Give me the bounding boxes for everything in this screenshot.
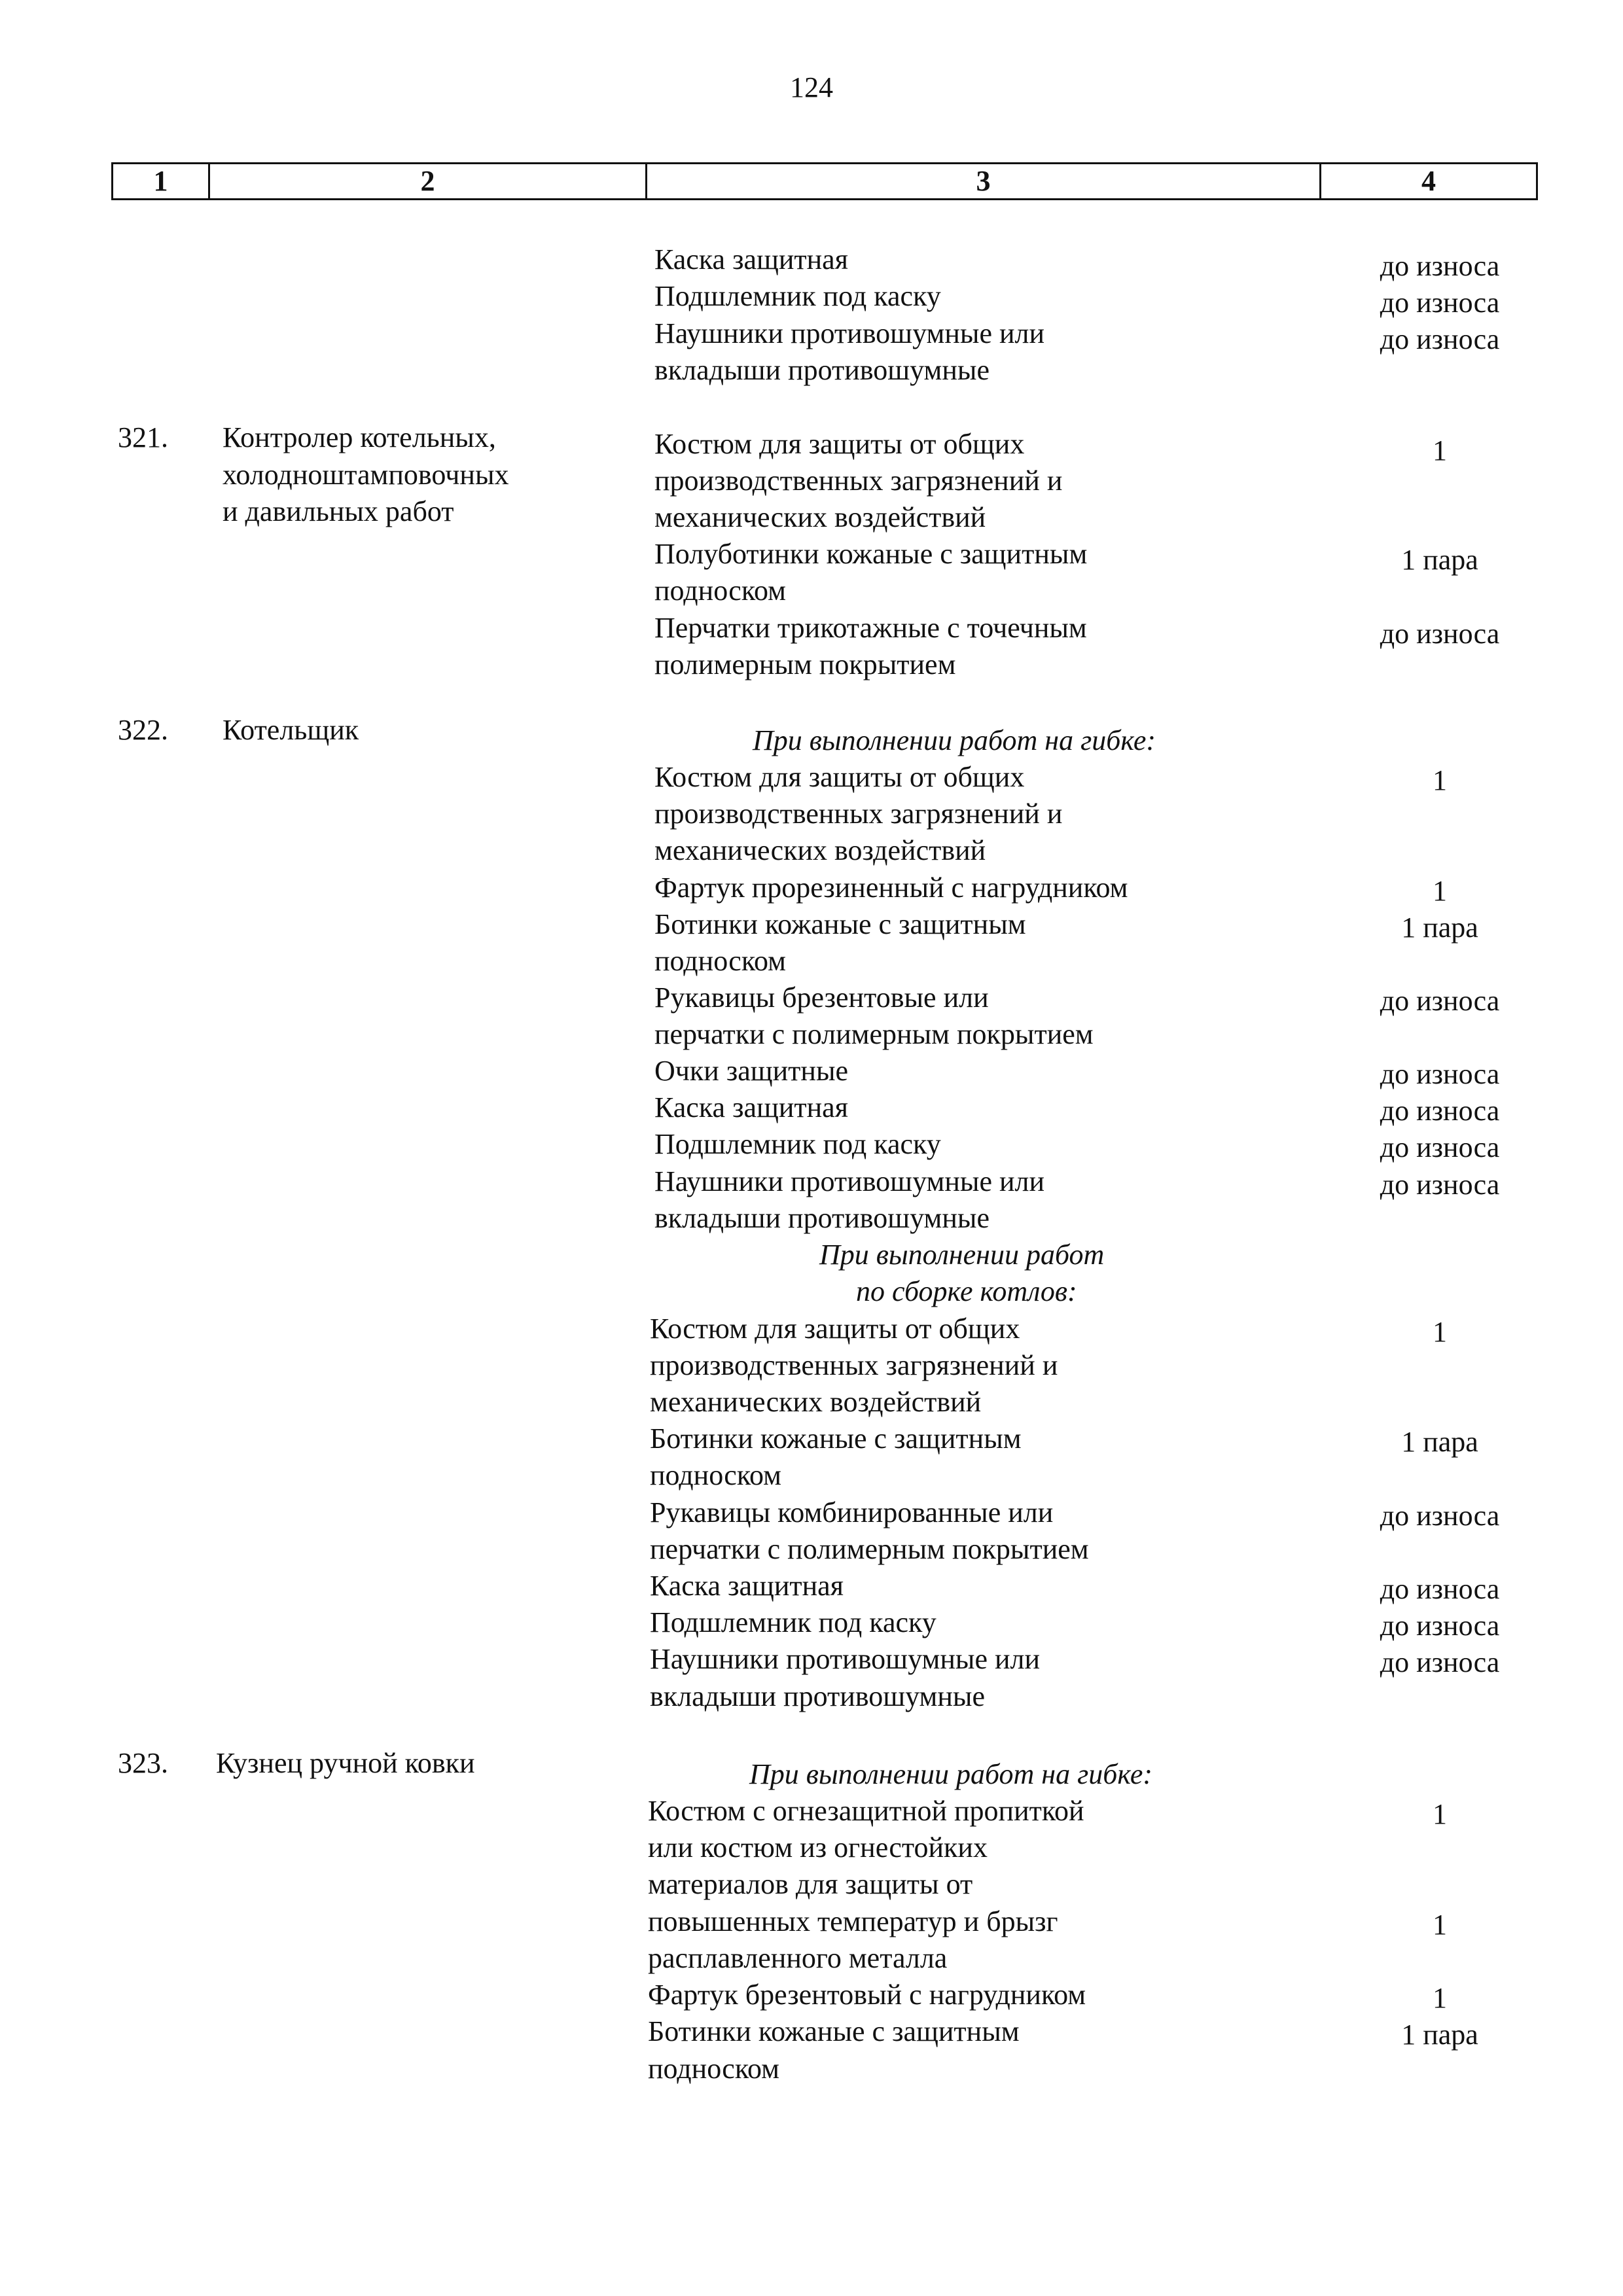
quantity: 1 <box>1433 1982 1447 2014</box>
item-line: подноском <box>650 1459 781 1491</box>
page-number: 124 <box>790 71 833 103</box>
item-line: подноском <box>654 574 786 607</box>
item-line: Ботинки кожаные с защитным <box>650 1422 1022 1455</box>
item-line: Подшлемник под каску <box>650 1606 936 1638</box>
occupation-name: Кузнец ручной ковки <box>216 1747 475 1779</box>
section-heading: по сборке котлов: <box>856 1275 1077 1307</box>
item-line: подноском <box>648 2053 779 2085</box>
item-line: Ботинки кожаные с защитным <box>654 908 1026 940</box>
item-line: материалов для защиты от <box>648 1868 973 1900</box>
item-line: механических воздействий <box>650 1386 982 1418</box>
quantity: 1 <box>1433 1316 1447 1348</box>
item-line: Костюм с огнезащитной пропиткой <box>648 1795 1084 1827</box>
occupation-name: и давильных работ <box>223 495 454 527</box>
item-line: механических воздействий <box>654 834 986 866</box>
quantity: 1 <box>1433 764 1447 796</box>
item-line: Фартук брезентовый с нагрудником <box>648 1979 1086 2011</box>
section-heading: При выполнении работ <box>819 1239 1105 1271</box>
quantity: 1 пара <box>1401 544 1478 576</box>
occupation-name: холодноштамповочных <box>223 459 509 491</box>
item-line: Фартук прорезиненный с нагрудником <box>654 872 1128 904</box>
entry-number: 323. <box>118 1747 168 1779</box>
item-line: Каска защитная <box>654 243 848 275</box>
header-col-3: 3 <box>647 164 1321 198</box>
item-line: Рукавицы комбинированные или <box>650 1496 1054 1528</box>
quantity: 1 <box>1433 434 1447 467</box>
item-line: повышенных температур и брызг <box>648 1905 1058 1937</box>
quantity: до износа <box>1380 1646 1500 1678</box>
header-col-4: 4 <box>1421 165 1436 197</box>
quantity: до износа <box>1380 1131 1500 1163</box>
item-line: производственных загрязнений и <box>654 798 1063 830</box>
item-line: или костюм из огнестойких <box>648 1831 988 1863</box>
quantity: 1 <box>1433 1798 1447 1830</box>
entry-number: 322. <box>118 714 168 746</box>
quantity: до износа <box>1380 1573 1500 1605</box>
table-header-row <box>111 162 1538 200</box>
section-heading: При выполнении работ на гибке: <box>749 1758 1153 1790</box>
item-line: Наушники противошумные или <box>654 317 1045 349</box>
item-line: Наушники противошумные или <box>650 1643 1041 1675</box>
item-line: перчатки с полимерным покрытием <box>650 1533 1089 1565</box>
header-col-2: 2 <box>210 164 647 198</box>
quantity: до износа <box>1380 1610 1500 1642</box>
quantity: до износа <box>1380 1169 1500 1201</box>
item-line: Каска защитная <box>654 1091 848 1123</box>
item-line: перчатки с полимерным покрытием <box>654 1018 1094 1050</box>
item-line: Перчатки трикотажные с точечным <box>654 612 1087 644</box>
item-line: Ботинки кожаные с защитным <box>648 2015 1020 2047</box>
quantity: 1 пара <box>1401 2019 1478 2051</box>
item-line: вкладыши противошумные <box>650 1680 986 1712</box>
quantity: 1 пара <box>1401 1426 1478 1458</box>
item-line: производственных загрязнений и <box>650 1349 1058 1381</box>
item-line: механических воздействий <box>654 501 986 533</box>
quantity: 1 пара <box>1401 911 1478 944</box>
item-line: Костюм для защиты от общих <box>654 428 1025 460</box>
item-line: Каска защитная <box>650 1570 844 1602</box>
quantity: до износа <box>1380 985 1500 1017</box>
occupation-name: Контролер котельных, <box>223 421 496 453</box>
item-line: полимерным покрытием <box>654 648 956 680</box>
item-line: Костюм для защиты от общих <box>650 1313 1020 1345</box>
section-heading: При выполнении работ на гибке: <box>753 724 1156 756</box>
item-line: Наушники противошумные или <box>654 1165 1045 1197</box>
item-line: вкладыши противошумные <box>654 1202 990 1234</box>
quantity: 1 <box>1433 875 1447 907</box>
quantity: до износа <box>1380 1058 1500 1090</box>
item-line: Подшлемник под каску <box>654 1128 941 1160</box>
item-line: Полуботинки кожаные с защитным <box>654 538 1088 570</box>
item-line: Подшлемник под каску <box>654 280 941 312</box>
item-line: Рукавицы брезентовые или <box>654 981 989 1014</box>
quantity: до износа <box>1380 1500 1500 1532</box>
occupation-name: Котельщик <box>223 714 359 746</box>
quantity: до износа <box>1380 1095 1500 1127</box>
header-col-1: 1 <box>113 164 210 198</box>
quantity: до износа <box>1380 250 1500 282</box>
quantity: до износа <box>1380 618 1500 650</box>
item-line: Очки защитные <box>654 1055 849 1087</box>
item-line: вкладыши противошумные <box>654 354 990 386</box>
item-line: Костюм для защиты от общих <box>654 761 1025 793</box>
quantity: до износа <box>1380 323 1500 355</box>
entry-number: 321. <box>118 421 168 453</box>
quantity: 1 <box>1433 1909 1447 1941</box>
quantity: до износа <box>1380 287 1500 319</box>
item-line: производственных загрязнений и <box>654 465 1063 497</box>
item-line: подноском <box>654 945 786 977</box>
item-line: расплавленного металла <box>648 1942 948 1974</box>
